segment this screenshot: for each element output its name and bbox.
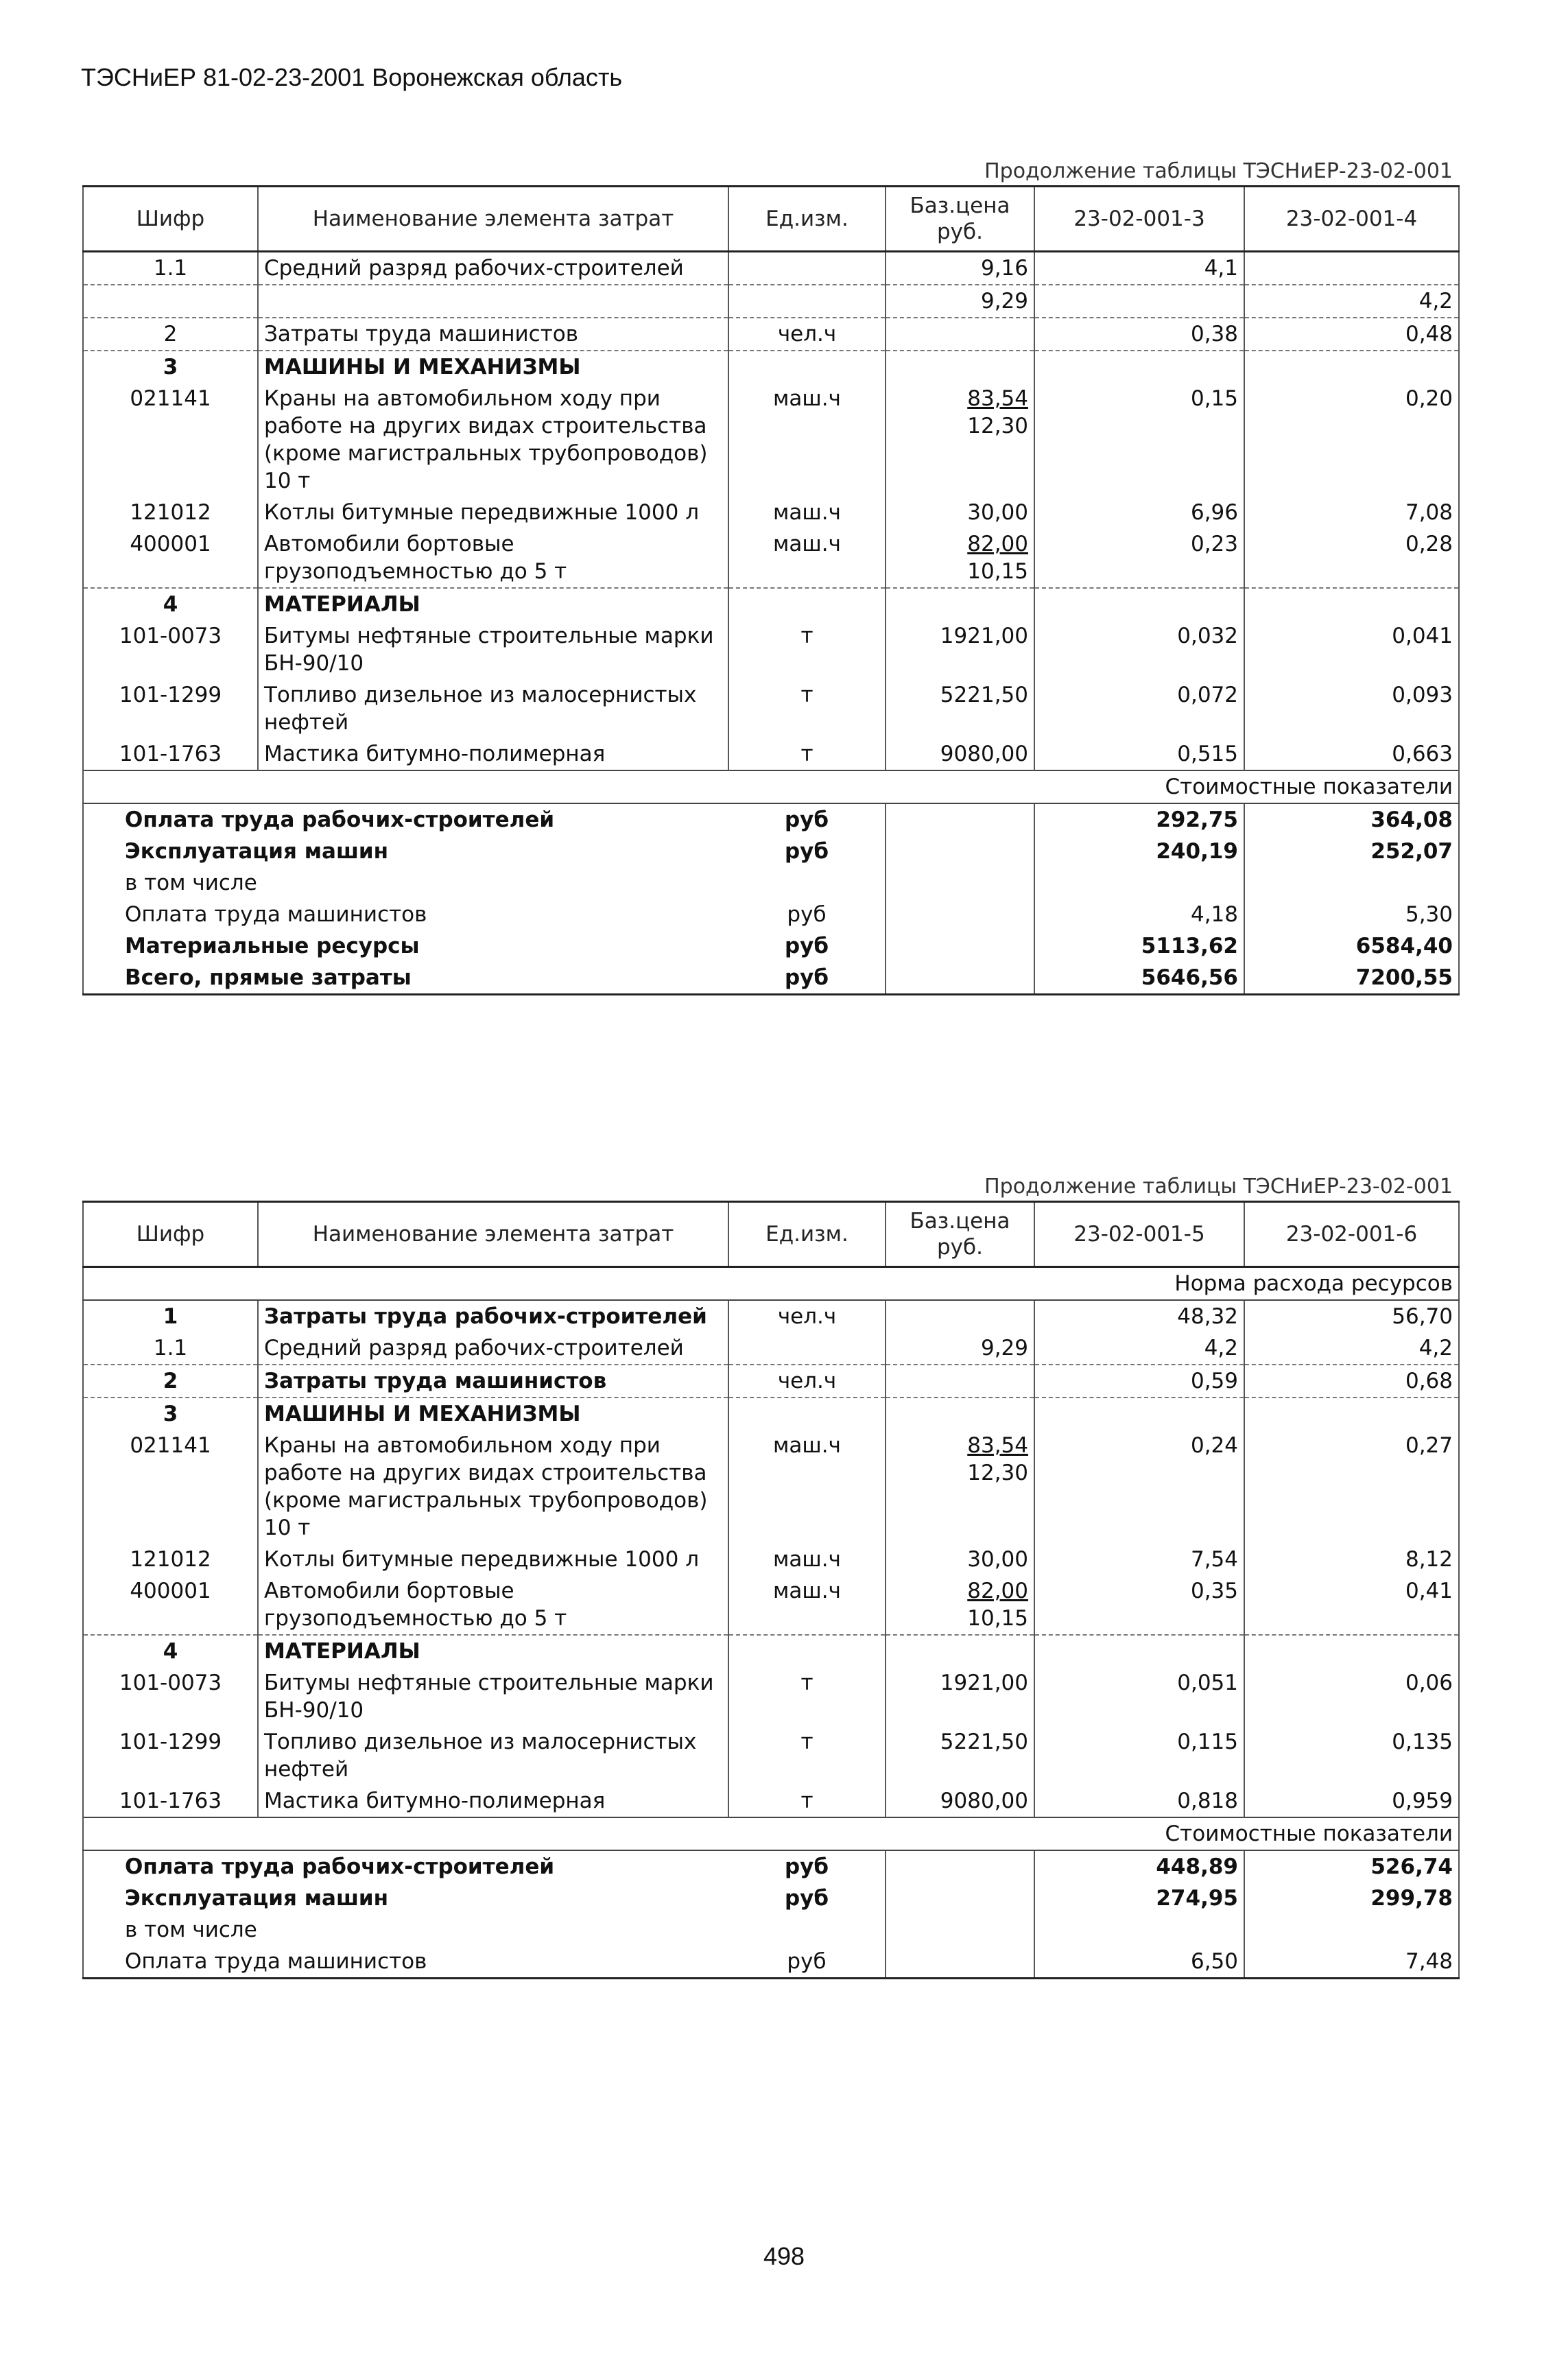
section-spacer — [83, 770, 1034, 803]
row-unit — [728, 351, 886, 383]
row-price — [886, 528, 1034, 588]
row-name: Затраты труда машинистов — [258, 1365, 728, 1398]
resource-row — [83, 1575, 1459, 1635]
cost-value-b — [1244, 1914, 1459, 1946]
row-code: 121012 — [83, 497, 258, 528]
row-unit: маш.ч — [728, 1430, 886, 1544]
row-name: Битумы нефтяные строительные марки БН-90/10 — [258, 1667, 728, 1726]
cost-value-a — [1034, 867, 1244, 899]
row-price-value: 83,54 — [967, 386, 1028, 411]
resource-row — [83, 1785, 1459, 1817]
row-value-b: 4,2 — [1244, 285, 1459, 318]
cost-row — [83, 836, 1459, 867]
cost-row — [83, 867, 1459, 899]
row-code: 4 — [83, 1635, 258, 1667]
row-price-value: 82,00 — [967, 1579, 1028, 1603]
row-unit: маш.ч — [728, 1544, 886, 1575]
row-unit — [728, 252, 886, 285]
row-name: Топливо дизельное из малосернистых нефтей — [258, 1726, 728, 1785]
cost-row — [83, 1914, 1459, 1946]
row-value-b: 0,959 — [1244, 1785, 1459, 1817]
row-unit: т — [728, 1785, 886, 1817]
cost-price-empty — [886, 836, 1034, 867]
row-name: Автомобили бортовые грузоподъемностью до 5 т — [258, 1575, 728, 1635]
row-name: Краны на автомобильном ходу при работе на других видах строительства (кроме магистральных трубопроводов) 10 т — [258, 383, 728, 497]
cost-row — [83, 1946, 1459, 1979]
row-price-machinist: 12,30 — [967, 414, 1028, 438]
header-price: Баз.цена руб. — [886, 187, 1034, 252]
row-price — [886, 1635, 1034, 1667]
cost-value-b: 364,08 — [1244, 803, 1459, 836]
row-value-a — [1034, 285, 1244, 318]
row-value-a: 6,96 — [1034, 497, 1244, 528]
row-price-value: 9,29 — [980, 289, 1028, 314]
cost-value-a: 448,89 — [1034, 1850, 1244, 1883]
cost-unit: руб — [728, 836, 886, 867]
resource-row — [83, 1300, 1459, 1332]
row-price — [886, 738, 1034, 770]
row-code: 2 — [83, 1365, 258, 1398]
row-value-a: 0,115 — [1034, 1726, 1244, 1785]
row-unit — [728, 1398, 886, 1430]
row-value-b: 0,27 — [1244, 1430, 1459, 1544]
norm-title-row — [83, 1267, 1459, 1301]
resource-row — [83, 1635, 1459, 1667]
row-name: Мастика битумно-полимерная — [258, 738, 728, 770]
row-code: 121012 — [83, 1544, 258, 1575]
row-name: Краны на автомобильном ходу при работе на других видах строительства (кроме магистральных трубопроводов) 10 т — [258, 1430, 728, 1544]
row-price — [886, 351, 1034, 383]
row-price — [886, 588, 1034, 620]
cost-price-empty — [886, 962, 1034, 995]
resource-row — [83, 1332, 1459, 1365]
cost-value-a: 4,18 — [1034, 899, 1244, 930]
cost-label: Оплата труда машинистов — [83, 899, 728, 930]
cost-value-b: 7,48 — [1244, 1946, 1459, 1979]
row-unit: чел.ч — [728, 318, 886, 351]
header-code: Шифр — [83, 187, 258, 252]
row-value-a: 0,15 — [1034, 383, 1244, 497]
row-price-value: 5221,50 — [940, 683, 1028, 707]
row-value-b: 4,2 — [1244, 1332, 1459, 1365]
row-unit: т — [728, 738, 886, 770]
header-name: Наименование элемента затрат — [258, 1202, 728, 1267]
cost-label: Эксплуатация машин — [83, 1883, 728, 1914]
row-price — [886, 285, 1034, 318]
row-value-b: 0,28 — [1244, 528, 1459, 588]
cost-value-b: 526,74 — [1244, 1850, 1459, 1883]
row-price — [886, 1726, 1034, 1785]
header-unit: Ед.изм. — [728, 187, 886, 252]
resource-row — [83, 318, 1459, 351]
row-code: 3 — [83, 351, 258, 383]
row-price-machinist: 10,15 — [967, 559, 1028, 584]
cost-unit: руб — [728, 899, 886, 930]
table2-continuation: Продолжение таблицы ТЭСНиЕР-23-02-001 — [984, 1175, 1453, 1199]
cost-unit: руб — [728, 1850, 886, 1883]
row-price-value: 1921,00 — [940, 1671, 1028, 1695]
row-code: 021141 — [83, 1430, 258, 1544]
cost-value-a: 274,95 — [1034, 1883, 1244, 1914]
row-value-b: 0,48 — [1244, 318, 1459, 351]
row-value-a: 7,54 — [1034, 1544, 1244, 1575]
row-value-a — [1034, 1635, 1244, 1667]
row-price — [886, 383, 1034, 497]
cost-unit: руб — [728, 803, 886, 836]
row-price-value: 83,54 — [967, 1433, 1028, 1458]
cost-unit: руб — [728, 962, 886, 995]
row-price-value: 9080,00 — [940, 742, 1028, 766]
header-col-a: 23-02-001-5 — [1034, 1202, 1244, 1267]
row-code: 3 — [83, 1398, 258, 1430]
row-unit: т — [728, 1726, 886, 1785]
header-unit: Ед.изм. — [728, 1202, 886, 1267]
row-price-value: 30,00 — [967, 500, 1028, 525]
row-value-a: 0,38 — [1034, 318, 1244, 351]
row-value-a: 0,051 — [1034, 1667, 1244, 1726]
cost-row — [83, 1883, 1459, 1914]
row-name: Автомобили бортовые грузоподъемностью до 5 т — [258, 528, 728, 588]
row-price-value: 82,00 — [967, 532, 1028, 556]
row-value-a: 0,072 — [1034, 679, 1244, 738]
row-value-b — [1244, 252, 1459, 285]
row-name — [258, 285, 728, 318]
cost-label: в том числе — [83, 1914, 728, 1946]
row-price — [886, 1365, 1034, 1398]
row-code: 101-1763 — [83, 1785, 258, 1817]
row-code: 400001 — [83, 1575, 258, 1635]
resource-row — [83, 1544, 1459, 1575]
row-unit — [728, 1332, 886, 1365]
row-unit — [728, 285, 886, 318]
row-unit: чел.ч — [728, 1300, 886, 1332]
row-unit: маш.ч — [728, 528, 886, 588]
cost-row — [83, 1850, 1459, 1883]
row-value-a — [1034, 1398, 1244, 1430]
row-name: Затраты труда рабочих-строителей — [258, 1300, 728, 1332]
resource-row — [83, 1365, 1459, 1398]
row-value-b: 0,663 — [1244, 738, 1459, 770]
cost-value-b: 299,78 — [1244, 1883, 1459, 1914]
row-value-a: 0,515 — [1034, 738, 1244, 770]
cost-label: Всего, прямые затраты — [83, 962, 728, 995]
row-value-b: 7,08 — [1244, 497, 1459, 528]
cost-price-empty — [886, 1946, 1034, 1979]
cost-unit: руб — [728, 1946, 886, 1979]
row-value-b — [1244, 588, 1459, 620]
row-name: МАТЕРИАЛЫ — [258, 588, 728, 620]
row-price — [886, 1398, 1034, 1430]
row-value-b: 0,041 — [1244, 620, 1459, 679]
row-unit — [728, 1635, 886, 1667]
cost-title-row — [83, 770, 1459, 803]
row-value-a: 0,818 — [1034, 1785, 1244, 1817]
row-value-a — [1034, 351, 1244, 383]
row-value-a: 48,32 — [1034, 1300, 1244, 1332]
cost-value-b: 7200,55 — [1244, 962, 1459, 995]
cost-value-a: 6,50 — [1034, 1946, 1244, 1979]
row-price-value: 9080,00 — [940, 1789, 1028, 1813]
cost-unit: руб — [728, 930, 886, 962]
row-name: МАШИНЫ И МЕХАНИЗМЫ — [258, 1398, 728, 1430]
cost-price-empty — [886, 1914, 1034, 1946]
resource-row — [83, 285, 1459, 318]
cost-value-a: 292,75 — [1034, 803, 1244, 836]
row-unit: маш.ч — [728, 1575, 886, 1635]
cost-row — [83, 962, 1459, 995]
resource-row — [83, 383, 1459, 497]
resource-row — [83, 679, 1459, 738]
resource-row — [83, 497, 1459, 528]
row-price — [886, 318, 1034, 351]
table1-continuation: Продолжение таблицы ТЭСНиЕР-23-02-001 — [984, 159, 1453, 183]
row-name: МАШИНЫ И МЕХАНИЗМЫ — [258, 351, 728, 383]
section-spacer — [83, 1817, 1034, 1850]
resource-row — [83, 528, 1459, 588]
row-unit: т — [728, 1667, 886, 1726]
row-value-a: 0,032 — [1034, 620, 1244, 679]
row-name: Топливо дизельное из малосернистых нефтей — [258, 679, 728, 738]
row-value-b: 0,41 — [1244, 1575, 1459, 1635]
section-title: Норма расхода ресурсов — [1034, 1267, 1459, 1301]
row-price — [886, 497, 1034, 528]
row-value-b: 0,68 — [1244, 1365, 1459, 1398]
cost-unit — [728, 1914, 886, 1946]
row-unit: т — [728, 679, 886, 738]
row-code: 1.1 — [83, 1332, 258, 1365]
row-price — [886, 1785, 1034, 1817]
resource-row — [83, 351, 1459, 383]
cost-value-b — [1244, 867, 1459, 899]
cost-label: Материальные ресурсы — [83, 930, 728, 962]
row-price — [886, 679, 1034, 738]
row-value-a: 4,2 — [1034, 1332, 1244, 1365]
resource-row — [83, 1398, 1459, 1430]
row-unit — [728, 588, 886, 620]
row-value-b: 0,20 — [1244, 383, 1459, 497]
row-code: 101-0073 — [83, 1667, 258, 1726]
cost-price-empty — [886, 1850, 1034, 1883]
cost-value-a: 240,19 — [1034, 836, 1244, 867]
row-price — [886, 1300, 1034, 1332]
row-value-b — [1244, 1398, 1459, 1430]
resource-row — [83, 588, 1459, 620]
row-value-a: 0,23 — [1034, 528, 1244, 588]
cost-price-empty — [886, 803, 1034, 836]
header-price: Баз.цена руб. — [886, 1202, 1034, 1267]
section-title: Стоимостные показатели — [1034, 1817, 1459, 1850]
resource-row — [83, 1430, 1459, 1544]
cost-row — [83, 803, 1459, 836]
page-number: 498 — [763, 2242, 805, 2270]
cost-price-empty — [886, 930, 1034, 962]
header-code: Шифр — [83, 1202, 258, 1267]
row-code: 101-1299 — [83, 679, 258, 738]
row-price-value: 9,16 — [980, 256, 1028, 281]
row-unit: маш.ч — [728, 383, 886, 497]
row-price — [886, 1332, 1034, 1365]
cost-label: Оплата труда рабочих-строителей — [83, 1850, 728, 1883]
row-value-b: 0,093 — [1244, 679, 1459, 738]
cost-row — [83, 930, 1459, 962]
row-code: 4 — [83, 588, 258, 620]
section-title: Стоимостные показатели — [1034, 770, 1459, 803]
row-value-b — [1244, 1635, 1459, 1667]
header-col-a: 23-02-001-3 — [1034, 187, 1244, 252]
row-price-value: 5221,50 — [940, 1730, 1028, 1754]
resource-table-2 — [82, 1201, 1460, 1979]
document-header: ТЭСНиЕР 81-02-23-2001 Воронежская область — [81, 63, 623, 91]
row-price — [886, 1544, 1034, 1575]
row-name: Затраты труда машинистов — [258, 318, 728, 351]
cost-label: Оплата труда машинистов — [83, 1946, 728, 1979]
header-col-b: 23-02-001-4 — [1244, 187, 1459, 252]
row-code: 1 — [83, 1300, 258, 1332]
resource-row — [83, 252, 1459, 285]
row-name: Котлы битумные передвижные 1000 л — [258, 1544, 728, 1575]
cost-unit — [728, 867, 886, 899]
row-code: 1.1 — [83, 252, 258, 285]
row-code: 101-0073 — [83, 620, 258, 679]
row-code: 101-1763 — [83, 738, 258, 770]
row-value-b — [1244, 351, 1459, 383]
section-spacer — [83, 1267, 1034, 1301]
row-name: Средний разряд рабочих-строителей — [258, 252, 728, 285]
row-code: 400001 — [83, 528, 258, 588]
row-price — [886, 252, 1034, 285]
row-name: Котлы битумные передвижные 1000 л — [258, 497, 728, 528]
cost-value-b: 5,30 — [1244, 899, 1459, 930]
cost-label: Эксплуатация машин — [83, 836, 728, 867]
row-code: 021141 — [83, 383, 258, 497]
row-value-b: 0,06 — [1244, 1667, 1459, 1726]
row-code — [83, 285, 258, 318]
row-name: Мастика битумно-полимерная — [258, 1785, 728, 1817]
row-value-b: 8,12 — [1244, 1544, 1459, 1575]
row-name: Битумы нефтяные строительные марки БН-90/10 — [258, 620, 728, 679]
cost-row — [83, 899, 1459, 930]
row-name: Средний разряд рабочих-строителей — [258, 1332, 728, 1365]
row-unit: т — [728, 620, 886, 679]
resource-table-1 — [82, 185, 1460, 995]
row-value-a: 0,35 — [1034, 1575, 1244, 1635]
cost-price-empty — [886, 867, 1034, 899]
row-code: 2 — [83, 318, 258, 351]
row-price — [886, 1575, 1034, 1635]
header-col-b: 23-02-001-6 — [1244, 1202, 1459, 1267]
row-value-a: 0,24 — [1034, 1430, 1244, 1544]
cost-value-b: 6584,40 — [1244, 930, 1459, 962]
cost-value-a: 5646,56 — [1034, 962, 1244, 995]
row-value-b: 56,70 — [1244, 1300, 1459, 1332]
row-value-a: 4,1 — [1034, 252, 1244, 285]
cost-unit: руб — [728, 1883, 886, 1914]
resource-row — [83, 620, 1459, 679]
cost-label: в том числе — [83, 867, 728, 899]
cost-price-empty — [886, 899, 1034, 930]
row-price-value: 9,29 — [980, 1336, 1028, 1360]
cost-value-b: 252,07 — [1244, 836, 1459, 867]
resource-row — [83, 1667, 1459, 1726]
row-price-machinist: 10,15 — [967, 1606, 1028, 1631]
row-value-b: 0,135 — [1244, 1726, 1459, 1785]
cost-label: Оплата труда рабочих-строителей — [83, 803, 728, 836]
resource-row — [83, 1726, 1459, 1785]
resource-row — [83, 738, 1459, 770]
row-name: МАТЕРИАЛЫ — [258, 1635, 728, 1667]
row-price — [886, 1430, 1034, 1544]
row-price-machinist: 12,30 — [967, 1461, 1028, 1485]
row-price — [886, 620, 1034, 679]
cost-value-a: 5113,62 — [1034, 930, 1244, 962]
row-value-a: 0,59 — [1034, 1365, 1244, 1398]
row-unit: чел.ч — [728, 1365, 886, 1398]
row-price — [886, 1667, 1034, 1726]
cost-title-row — [83, 1817, 1459, 1850]
header-name: Наименование элемента затрат — [258, 187, 728, 252]
cost-price-empty — [886, 1883, 1034, 1914]
cost-value-a — [1034, 1914, 1244, 1946]
row-price-value: 1921,00 — [940, 624, 1028, 648]
row-price-value: 30,00 — [967, 1547, 1028, 1572]
row-unit: маш.ч — [728, 497, 886, 528]
row-value-a — [1034, 588, 1244, 620]
row-code: 101-1299 — [83, 1726, 258, 1785]
